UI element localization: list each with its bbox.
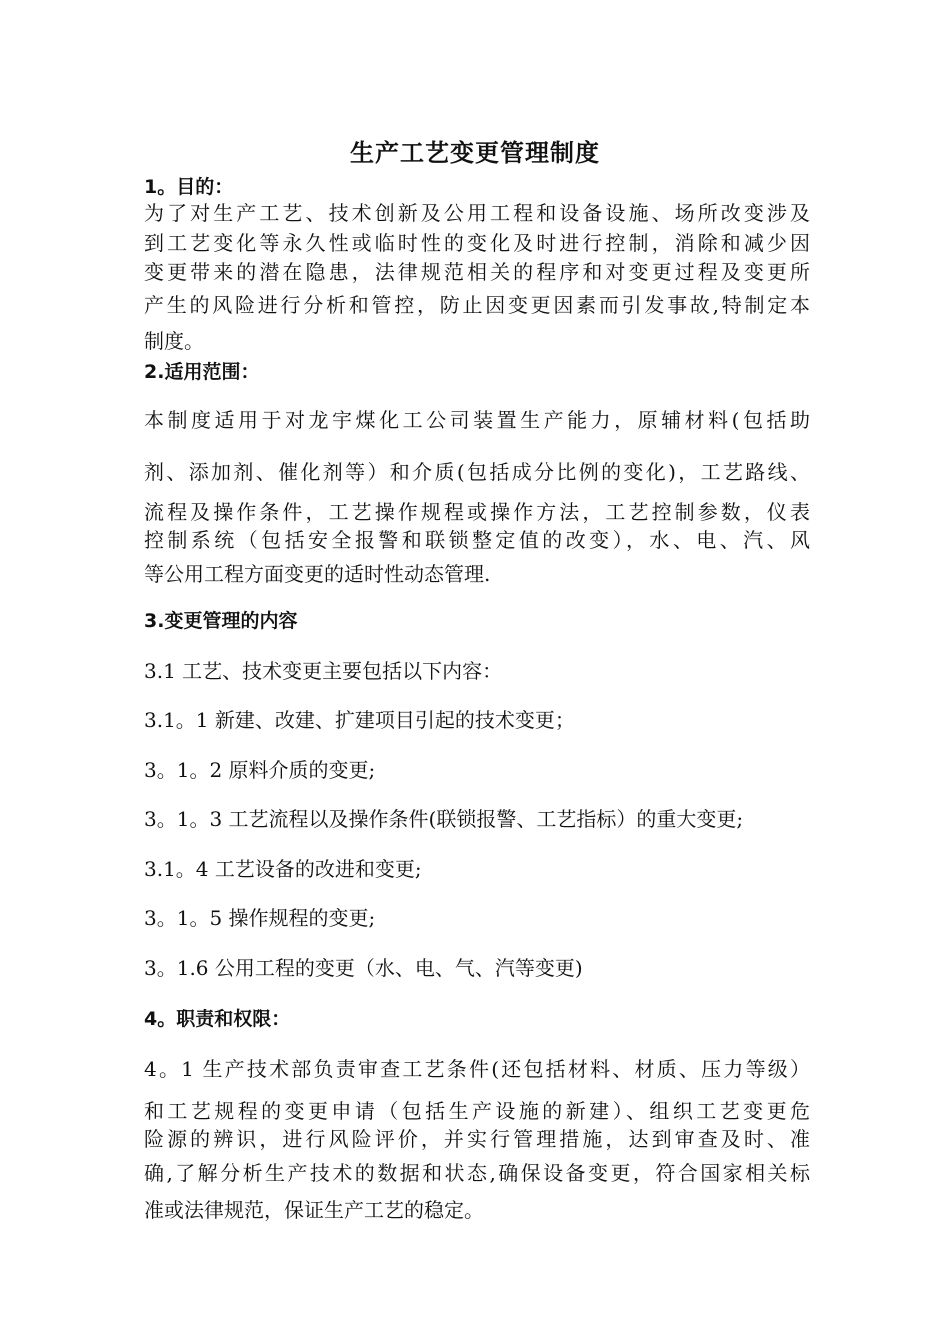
section4-line: 和工艺规程的变更申请（包括生产设施的新建）、组织工艺变更危 [144,1099,810,1123]
section1-line: 为了对生产工艺、技术创新及公用工程和设备设施、场所改变涉及 [144,201,810,225]
section2-line: 本制度适用于对龙宇煤化工公司装置生产能力，原辅材料(包括助 [144,408,810,432]
section1-line: 产生的风险进行分析和管控，防止因变更因素而引发事故,特制定本 [144,293,810,317]
section3-item: 3。1.6 公用工程的变更（水、电、气、汽等变更) [144,956,583,980]
section4-heading: 4。职责和权限： [144,1008,291,1030]
section1-line: 制度。 [144,329,204,353]
section1-line: 变更带来的潜在隐患，法律规范相关的程序和对变更过程及变更所 [144,260,810,284]
section3-item: 3.1 工艺、技术变更主要包括以下内容： [144,659,503,683]
section4-body [144,1054,810,1225]
section4-line: 险源的辨识，进行风险评价，并实行管理措施，达到审查及时、准 [144,1127,810,1151]
section3-heading: 3.变更管理的内容 [144,610,298,632]
section3-item: 3。1。5 操作规程的变更; [144,906,376,930]
section3-item: 3。1。2 原料介质的变更; [144,758,376,782]
section2-line: 控制系统（包括安全报警和联锁整定值的改变），水、电、汽、风 [144,528,810,552]
section4-line: 准或法律规范，保证生产工艺的稳定。 [144,1198,484,1222]
section2-line: 剂、添加剂、催化剂等）和介质(包括成分比例的变化)，工艺路线、 [144,460,810,484]
section4-line: 确,了解分析生产技术的数据和状态,确保设备变更，符合国家相关标 [144,1161,810,1185]
section2-body [144,405,810,589]
section3-item: 3。1。3 工艺流程以及操作条件(联锁报警、工艺指标）的重大变更; [144,807,744,831]
section2-line: 等公用工程方面变更的适时性动态管理. [144,562,491,586]
section4-line: 4。1 生产技术部负责审查工艺条件(还包括材料、材质、压力等级） [144,1057,810,1081]
section2-line: 流程及操作条件，工艺操作规程或操作方法，工艺控制参数，仪表 [144,500,810,524]
section3-item: 3.1。1 新建、改建、扩建项目引起的技术变更； [144,708,575,732]
document-title: 生产工艺变更管理制度 [350,138,600,167]
section1-line: 到工艺变化等永久性或临时性的变化及时进行控制，消除和减少因 [144,231,810,255]
section3-item: 3.1。4 工艺设备的改进和变更; [144,857,422,881]
section1-body [144,198,810,356]
section2-heading: 2.适用范围： [144,361,260,383]
section1-heading: 1。目的： [144,176,234,198]
